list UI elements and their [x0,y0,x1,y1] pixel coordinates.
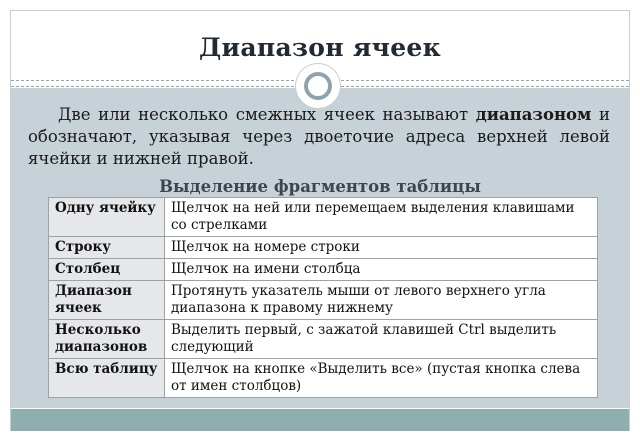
row-how: Щелчок на номере строки [165,237,598,259]
row-how: Щелчок на имени столбца [165,259,598,281]
table-row [49,359,598,398]
row-what: Столбец [49,259,165,281]
row-how: Щелчок на ней или перемещаем выделения клавишами со стрелками [165,198,598,237]
table-row [49,237,598,259]
table-row [49,259,598,281]
row-what: Строку [49,237,165,259]
row-how: Щелчок на кнопке «Выделить все» (пустая кнопка слева от имен столбцов) [165,359,598,398]
row-what: Одну ячейку [49,198,165,237]
row-how: Протянуть указатель мыши от левого верхнего угла диапазона к правому нижнему [165,281,598,320]
selection-table [48,197,598,398]
row-what: Всю таблицу [49,359,165,398]
row-how: Выделить первый, с зажатой клавишей Ctrl выделить следующий [165,320,598,359]
para-part-1: Две или несколько смежных ячеек называют [58,105,476,124]
row-what: Несколько диапазонов [49,320,165,359]
footer-band [11,409,629,431]
intro-paragraph [28,104,610,170]
para-bold-term: диапазоном [475,105,592,124]
table-row [49,281,598,320]
para-part-2: и обозначают, указывая через двоеточие адреса верхней левой ячейки и нижней правой. [28,105,610,168]
table-row [49,320,598,359]
table-title: Выделение фрагментов таблицы [159,177,481,196]
ring-icon [304,72,332,100]
slide-title: Диапазон ячеек [199,33,441,62]
row-what: Диапазон ячеек [49,281,165,320]
table-row [49,198,598,237]
